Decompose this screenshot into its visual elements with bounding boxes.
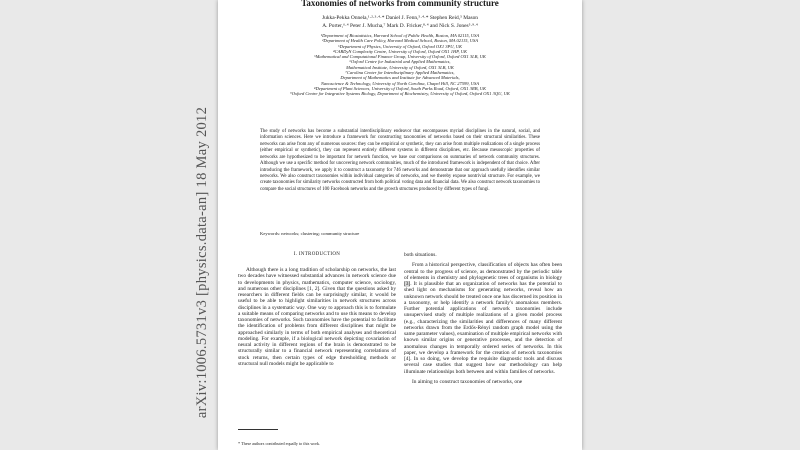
paragraph-2-text-before: From a historical perspective, classification of objects has often been central to the progress of science, as demonstrated by the periodic table of elements in chemistry and phylogenetic trees of organisms in biology [404, 262, 562, 281]
affiliation: ⁵Mathematical and Computational Finance Group, University of Oxford, Oxford OX1 3LB, UK [314, 54, 486, 60]
keywords: Keywords: networks; clustering; community structure [260, 231, 360, 236]
intro-paragraph-3: In aiming to construct taxonomies of networks, one [412, 378, 523, 385]
affiliation: Nanoscience & Technology, University of North Carolina, Chapel Hill, NC 27599, USA [320, 80, 480, 86]
affiliation: ⁸Department of Plant Sciences, University of Oxford, South Parks Road, Oxford, OX1 3RB, UK [314, 85, 486, 91]
footnote-divider [238, 429, 278, 430]
right-column [404, 252, 562, 385]
authors-line-1: Jukka-Pekka Onnela,¹·²·³·⁴·* Daniel J. Fenn,⁵·⁴·* Stephen Reid,⁵ Mason [322, 15, 478, 21]
footnote: * These authors contributed equally to this work. [238, 441, 321, 446]
affiliation: ¹Department of Biostatistics, Harvard School of Public Health, Boston, MA 02115, USA [320, 33, 480, 38]
affiliation: ²Department of Health Care Policy, Harvard Medical School, Boston, MA 02115, USA [322, 38, 478, 44]
abstract-text: The study of networks has become a substantial interdisciplinary endeavor that encompasses myriad disciplines in the natural, social, and information sciences. Here we introduce a framework for constructing taxonomies of networks based on their structural similarities. These networks can arise from any of numerous sources: they can be empirical or synthetic, they can arise from multiple realizations of a single process (either empirical or synthetic), they can represent entirely different systems in different disciplines, etc. Because mesoscopic properties of networks are hypothesized to be important for network function, we base our comparisons on summaries of network community structures. Although we use a specific method for uncovering network communities, much of the introduced framework is independent of that choice. After introducing the framework, we apply it to construct a taxonomy for 746 networks and demonstrate that our approach usefully identifies similar networks. We also construct taxonomies within individual categories of networks, and we thereby expose nontrivial structure. For example, we create taxonomies for similarity networks constructed from both political voting data and financial data. We also construct network taxonomies to compare the social structures of 100 Facebook networks and the growth structures produced by different types of fungi. [260, 128, 540, 192]
affiliation: ⁶Oxford Centre for Industrial and Applied Mathematics, [349, 59, 451, 65]
affiliation: ⁹Oxford Centre for Integrative Systems Biology, Department of Biochemistry, University of Oxford, Oxford OX1 3QU, UK [290, 91, 510, 97]
arxiv-identifier-text: arXiv:1006.5731v3 [physics.data-an] 18 May 2012 [194, 106, 211, 419]
affiliations [238, 33, 562, 97]
affiliation: ⁷Carolina Center for Interdisciplinary Applied Mathematics, [345, 70, 455, 76]
affiliation: ⁴CABDyN Complexity Centre, University of Oxford, Oxford OX1 1HP, UK [333, 48, 467, 54]
intro-paragraph-1: Although there is a long tradition of scholarship on networks, the last two decades have witnessed substantial advances in network science due to developments in physics, mathematics, computer science, sociology, and numerous other disciplines [1, 2]. Given that the questions asked by researchers in different fields can be surprisingly similar, it would be useful to be able to highlight similarities in network structures across disciplines in a systematic way. One way to approach this is to formulate a suitable means of comparing networks and to use this means to develop taxonomies of networks. Such taxonomies have the potential to facilitate the identification of problems from different disciplines that might be approached similarly in terms of both empirical analyses and theoretical modeling. For example, if a biological network depicting covariation of neural activity in different regions of the brain is demonstrated to be structurally similar to a financial network representing correlations of stock returns, then certain types of edge thresholding methods or structural null models might be applicable to [238, 267, 396, 367]
author-list [248, 15, 552, 31]
affiliation: ⁵Department of Physics, University of Oxford, Oxford OX1 3PU, UK [338, 43, 462, 49]
paper-title: Taxonomies of networks from community structure [301, 0, 499, 8]
paper-page [218, 0, 582, 450]
affiliation: Department of Mathematics and Institute for Advanced Materials, [340, 75, 460, 81]
intro-paragraph-2 [404, 262, 562, 375]
left-column [238, 252, 396, 367]
arxiv-identifier-stamp [193, 95, 213, 430]
section-heading-introduction: I. INTRODUCTION [293, 252, 341, 257]
authors-line-2: A. Porter,⁶·⁴ Peter J. Mucha,⁷ Mark D. Fricker,⁸·⁴ and Nick S. Jones⁵·⁹·⁴ [322, 22, 478, 29]
paragraph-2-text-after: . It is plausible that an organization of networks has the potential to shed light on mechanisms for generating networks, reveal how an unknown network should be treated once one has discerned its position in a taxonomy, or help identify a network family's anomalous members. Further potential applications of network taxonomies include unsupervised study of multiple realizations of a given model process (e.g., characterizing the similarities and differences of many different networks drawn from the Erdős-Rényi random graph model using the same parameter values), examination of multiple empirical networks with known similar origins or generative processes, and the detection of anomalous changes in temporally ordered series of networks. In this paper, we develop a framework for the creation of network taxonomies [4]. In so doing, we develop the requisite diagnostic tools and discuss several case studies that suggest how our methodology can help illuminate relationships both between and within families of networks. [404, 281, 562, 375]
intro-paragraph-1-continued: both situations. [404, 252, 437, 258]
affiliation: Mathematical Institute, University of Oxford, OX1 3LB, UK [346, 64, 454, 70]
citation-reference-3[interactable]: [3] [404, 281, 411, 287]
